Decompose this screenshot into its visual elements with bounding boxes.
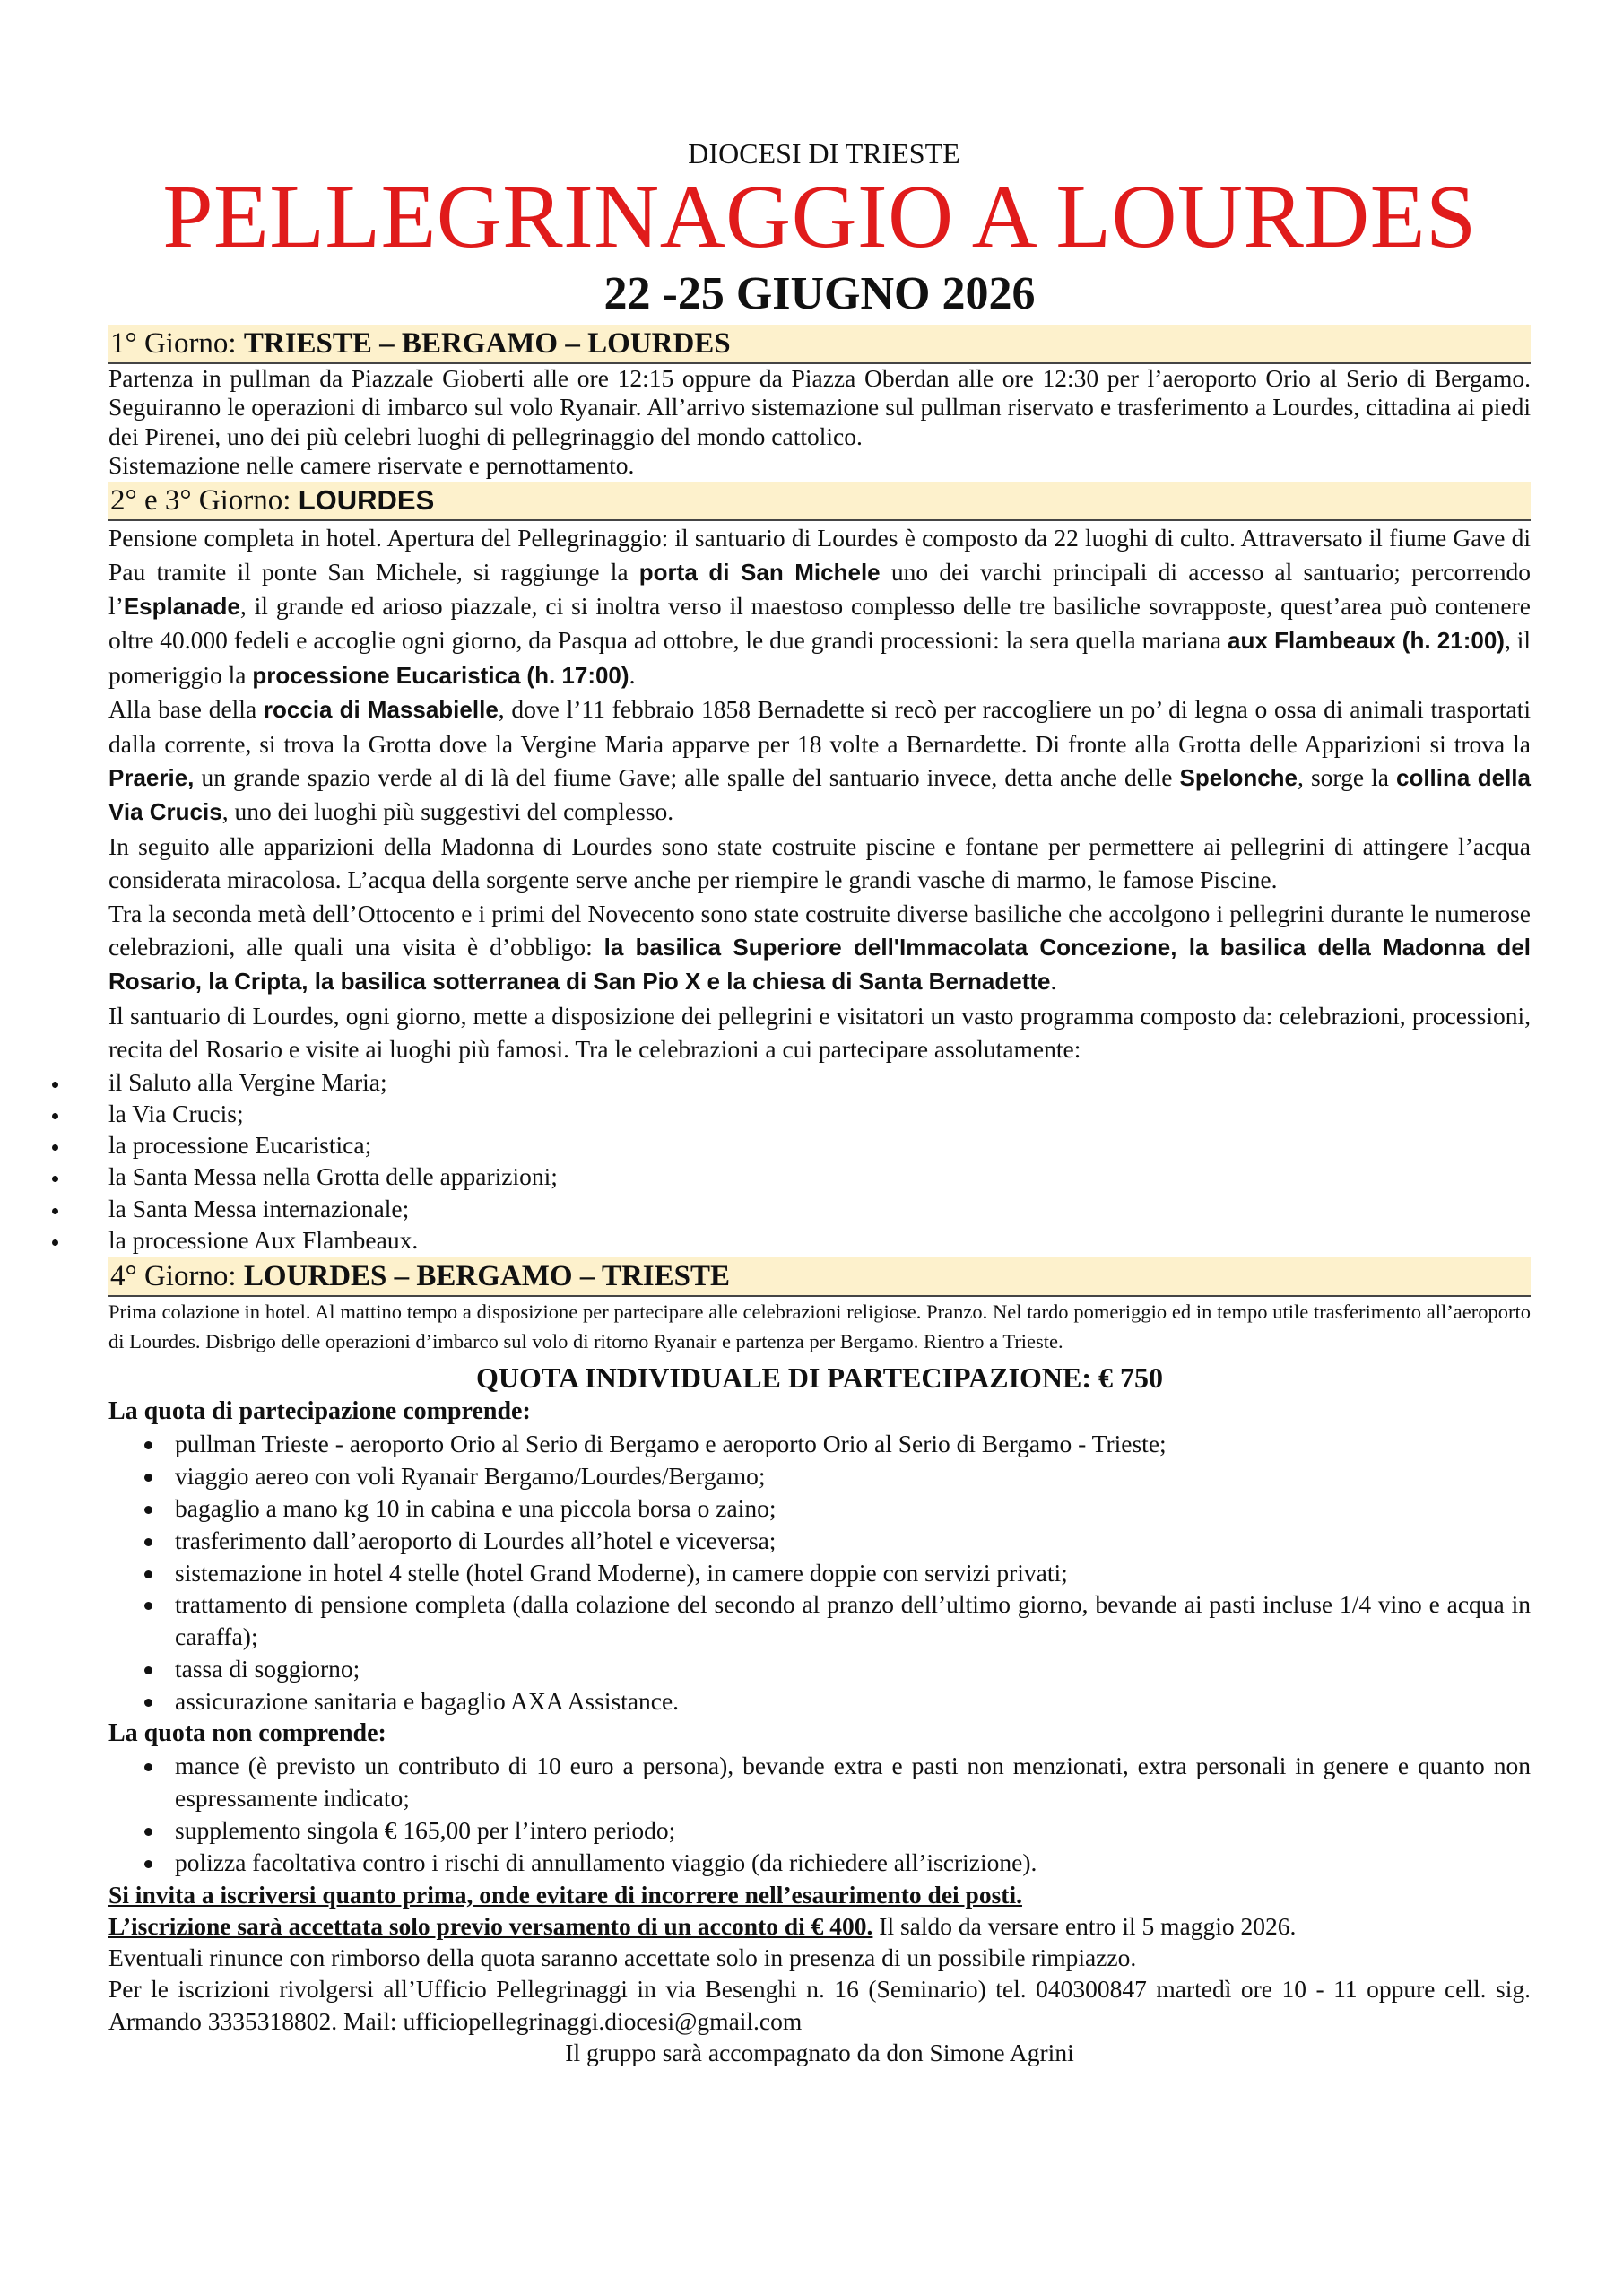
text-run: Tra la seconda metà dell’Ottocento e i primi del Novecento sono state costruite diverse basiliche che accolgono i pellegrini durante le numerose celebrazioni, alle quali una visita è d’obbligo: [108,899,1531,961]
trip-dates: 22 -25 GIUGNO 2026 [603,268,1036,319]
text-run: , dove l’11 febbraio 1858 Bernadette si recò per raccogliere un po’ di legna o ossa di animali trasportati dalla corrente, si trova la Grotta dove la Vergine Maria apparve per 18 volte a Bernardette. Di fronte alla Grotta delle Apparizioni si trova la [108,695,1531,758]
contact-info: Per le iscrizioni rivolgersi all’Ufficio Pellegrinaggi in via Besenghi n. 16 (Seminario) tel. 040300847 martedì ore 10 - 11 oppure cell. sig. Armando 3335318802. Mail: ufficiopellegrinaggi.diocesi@gmail.com [108,1975,1531,2035]
day4-prefix: 4° Giorno: [110,1259,244,1292]
text-run-bold: roccia di Massabielle [263,696,499,724]
list-item: la processione Eucaristica; [108,1129,1531,1161]
list-item: bagaglio a mano kg 10 in cabina e una piccola borsa o zaino; [175,1492,1531,1525]
text-run-bold: (h. 21:00) [1402,627,1505,655]
refund-note: Eventuali rinunce con rimborso della quota saranno accettate solo in presenza di un possibile rimpiazzo. [108,1944,1137,1972]
text-run-bold: Praerie, [108,764,195,792]
invite-text: Si invita a iscriversi quanto prima, onde evitare di incorrere nell’esaurimento dei posti. [108,1880,1022,1909]
list-item: il Saluto alla Vergine Maria; [108,1066,1531,1098]
day1-heading [108,325,1531,364]
day23-paragraph-5: Il santuario di Lourdes, ogni giorno, mette a disposizione dei pellegrini e visitatori un vasto programma composto da: celebrazioni, processioni, recita del Rosario e visite ai luoghi più famosi. Tra le celebrazioni a cui partecipare assolutamente: [108,1001,1531,1064]
text-run: uno dei varchi principali di accesso al santuario; percorrendo l’ [108,557,1531,620]
excludes-list [108,1750,1531,1879]
text-run-bold: Spelonche [1179,764,1298,792]
day4-route: LOURDES – BERGAMO – TRIESTE [243,1259,731,1292]
day23-paragraph-1 [108,521,1531,692]
day23-prefix: 2° e 3° Giorno: [110,484,299,517]
list-item: polizza facoltativa contro i rischi di annullamento viaggio (da richiedere all’iscrizione). [175,1847,1531,1879]
text-run-bold: porta di San Michele [638,558,881,586]
day23-paragraph-2 [108,692,1531,830]
text-run-bold: Esplanade [123,593,240,620]
balance-text: Il saldo da versare entro il 5 maggio 2026. [872,1911,1297,1940]
text-run: Alla base della [108,695,264,724]
text-run: , il pomeriggio la [108,626,1532,689]
deposit-note [108,1910,1531,1942]
list-item: supplemento singola € 165,00 per l’intero periodo; [175,1814,1531,1847]
day1-route: TRIESTE – BERGAMO – LOURDES [243,327,731,360]
flyer [108,135,1531,2068]
text-run: , uno dei luoghi più suggestivi del complesso. [221,797,674,826]
list-item: sistemazione in hotel 4 stelle (hotel Grand Moderne), in camere doppie con servizi privati; [175,1557,1531,1589]
day23-paragraph-4 [108,897,1531,999]
list-item: assicurazione sanitaria e bagaglio AXA Assistance. [175,1685,1531,1718]
page-title: PELLEGRINAGGIO A LOURDES [162,166,1477,266]
list-item: tassa di soggiorno; [175,1653,1531,1685]
text-run: , il grande ed arioso piazzale, ci si inoltra verso il maestoso complesso delle tre basiliche sovrapposte, quest’area può contenere oltre 40.000 fedeli e accoglie ogni giorno, da Pasqua ad ottobre, le due grandi processioni: la sera quella mariana [108,592,1531,655]
list-item: la Via Crucis; [108,1098,1531,1129]
list-item: la Santa Messa internazionale; [108,1193,1531,1224]
diocese-name: DIOCESI DI TRIESTE [688,137,960,170]
list-item: pullman Trieste - aeroporto Orio al Serio di Bergamo e aeroporto Orio al Serio di Bergamo - Trieste; [175,1428,1531,1460]
day23-route: LOURDES [298,484,435,517]
day1-section [108,364,1531,480]
text-run-bold: la basilica Superiore dell'Immacolata Concezione, la basilica della Madonna del Rosario, la Cripta, la basilica sotterranea di San Pio X e la chiesa di Santa Bernadette [108,934,1532,996]
text-run-bold: collina della Via Crucis [108,764,1531,826]
day23-heading [108,482,1531,521]
text-run: . [1050,967,1057,996]
text-run-bold: processione Eucaristica [252,661,521,689]
list-item: trattamento di pensione completa (dalla colazione del secondo al pranzo dell’ultimo giorno, bevande ai pasti incluse 1/4 vino e acqua in caraffa); [175,1588,1531,1653]
invite-note [108,1879,1531,1910]
list-item: viaggio aereo con voli Ryanair Bergamo/Lourdes/Bergamo; [175,1460,1531,1492]
text-run: , sorge la [1298,763,1396,792]
list-item: la Santa Messa nella Grotta delle apparizioni; [108,1161,1531,1192]
excludes-heading: La quota non comprende: [108,1719,386,1748]
text-run: Pensione completa in hotel. Apertura del Pellegrinaggio: il santuario di Lourdes è composto da 22 luoghi di culto. Attraversato il fiume Gave di Pau tramite il ponte San Michele, si raggiunge la [108,524,1531,586]
text-run [1396,626,1402,654]
day23-paragraph-3: In seguito alle apparizioni della Madonna di Lourdes sono state costruite piscine e fontane per permettere ai pellegrini di attingere l’acqua considerata miracolosa. L’acqua della sorgente serve anche per riempire le grandi vasche di marmo, le famose Piscine. [108,831,1531,894]
list-item: mance (è previsto un contributo di 10 euro a persona), bevande extra e pasti non menzionati, extra personali in genere e quanto non espressamente indicato; [175,1750,1531,1814]
list-item: trasferimento dall’aeroporto di Lourdes all’hotel e viceversa; [175,1525,1531,1557]
day1-prefix: 1° Giorno: [110,327,244,360]
text-run-bold: (h. 17:00) [526,661,629,689]
text-run: . [629,660,636,689]
day1-text: Partenza in pullman da Piazzale Gioberti alle ore 12:15 oppure da Piazza Oberdan alle ore 12:30 per l’aeroporto Orio al Serio di Bergamo. Seguiranno le operazioni di imbarco sul volo Ryanair. All’arrivo sistemazione sul pullman riservato e trasferimento a Lourdes, cittadina ai piedi dei Pirenei, uno dei più celebri luoghi di pellegrinaggio del mondo cattolico. [108,364,1531,450]
deposit-text: L’iscrizione sarà accettata solo previo versamento di un acconto di € 400. [108,1911,873,1940]
day23-section [108,521,1531,1256]
list-item: la processione Aux Flambeaux. [108,1224,1531,1256]
includes-list [108,1428,1531,1718]
price-heading: QUOTA INDIVIDUALE DI PARTECIPAZIONE: € 750 [475,1361,1164,1394]
day4-text: Prima colazione in hotel. Al mattino tempo a disposizione per partecipare alle celebrazioni religiose. Pranzo. Nel tardo pomeriggio ed in tempo utile trasferimento all’aeroporto di Lourdes. Disbrigo delle operazioni d’imbarco sul volo di ritorno Ryanair e partenza per Bergamo. Rientro a Trieste. [108,1300,1531,1352]
includes-heading: La quota di partecipazione comprende: [108,1396,531,1425]
text-run-bold: aux Flambeaux [1228,627,1396,655]
day1-text-2: Sistemazione nelle camere riservate e pernottamento. [108,450,635,479]
day4-heading [108,1257,1531,1297]
celebrations-list [108,1066,1531,1256]
companion-note: Il gruppo sarà accompagnato da don Simone Agrini [565,2038,1074,2066]
text-run: un grande spazio verde al di là del fiume Gave; alle spalle del santuario invece, detta anche delle [194,763,1180,792]
